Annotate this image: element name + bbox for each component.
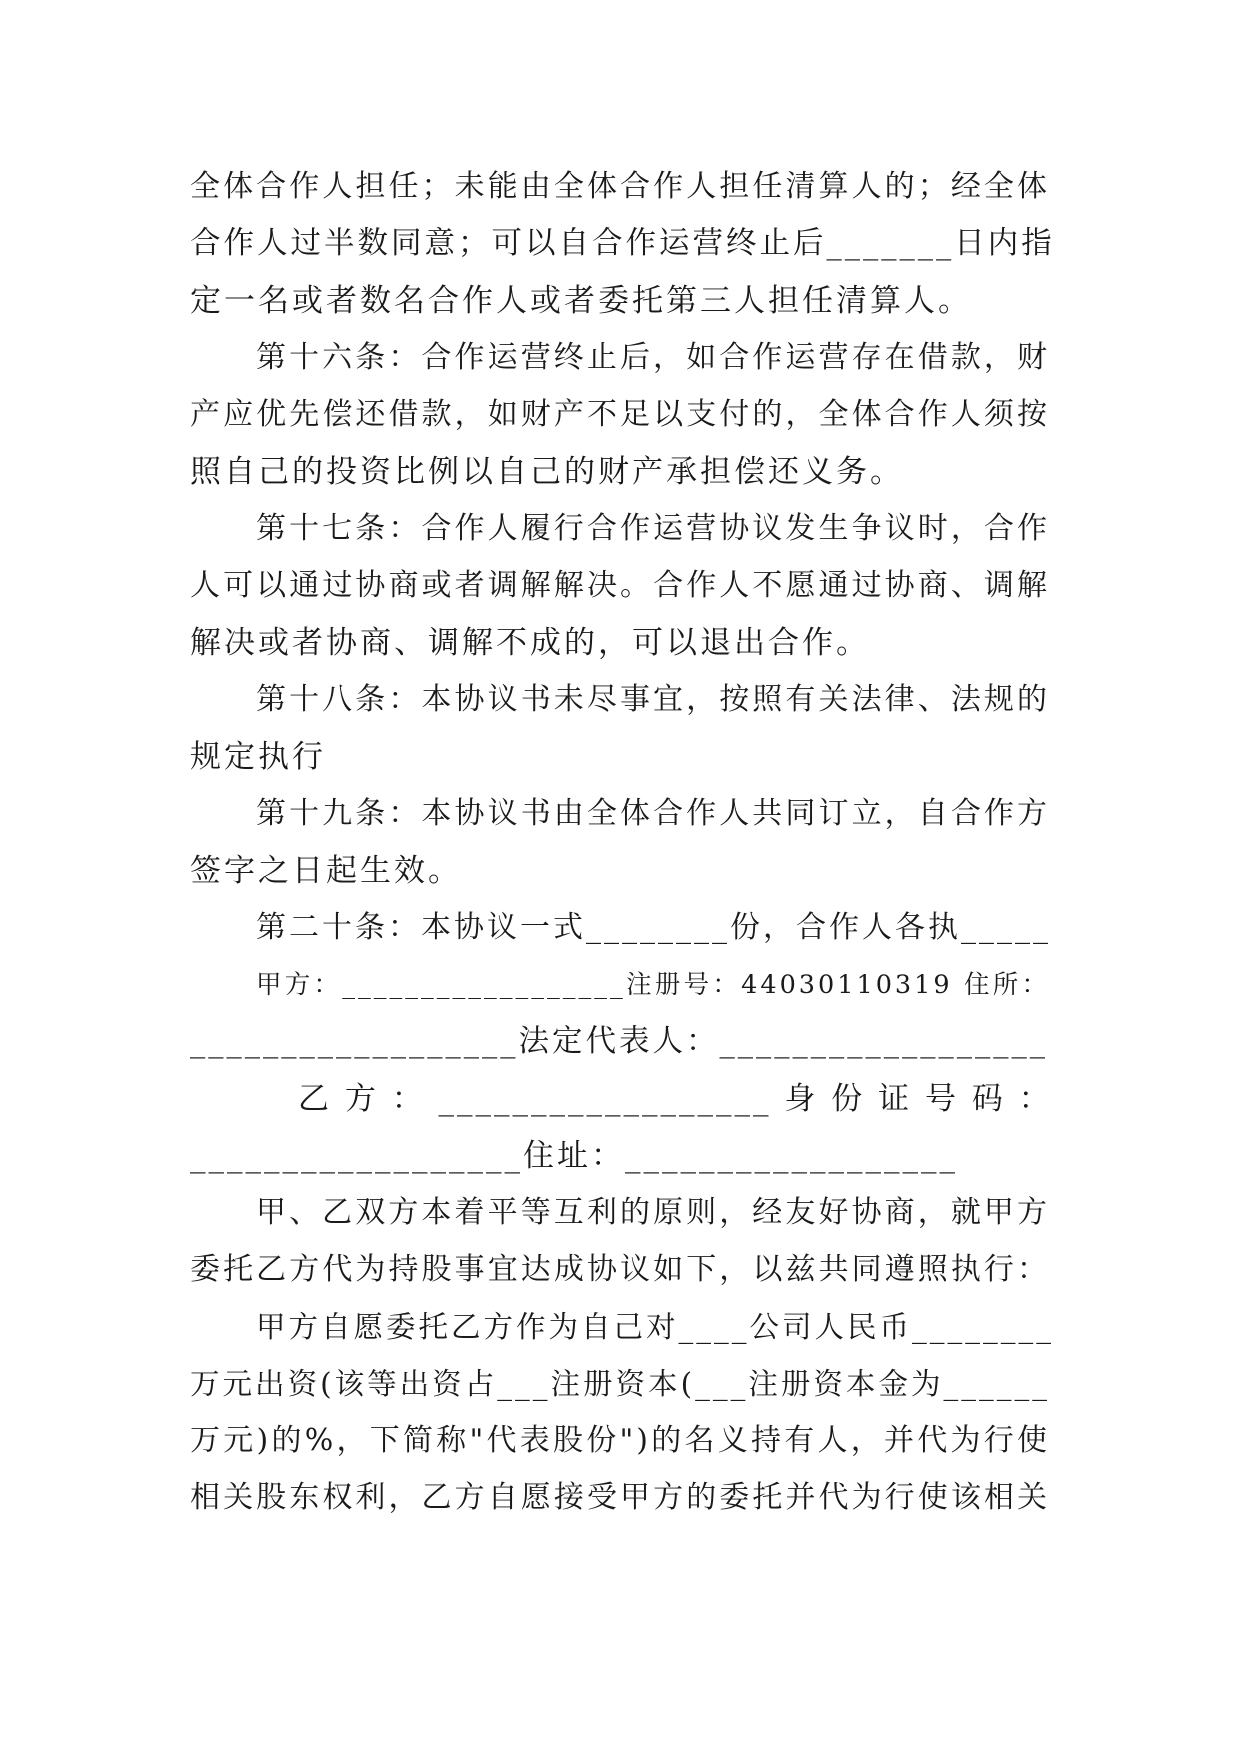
text-line: 解决或者协商、调解不成的，可以退出合作。	[190, 625, 870, 661]
text-line: 万元出资(该等出资占___注册资本(___注册资本金为______	[190, 1367, 1050, 1401]
article-16-line: 第十六条：合作运营终止后，如合作运营存在借款，财	[256, 340, 1050, 375]
text-line: 相关股东权利，乙方自愿接受甲方的委托并代为行使该相关	[190, 1480, 1050, 1515]
text-line: 委托乙方代为持股事宜达成协议如下，以兹共同遵照执行：	[190, 1252, 1050, 1287]
party-a-line: 甲方：__________________注册号：44030110319 住所：	[256, 970, 1050, 1000]
text-line: 定一名或者数名合作人或者委托第三人担任清算人。	[190, 283, 972, 319]
party-b-address-line: __________________住址：__________________	[190, 1138, 958, 1174]
text-line: 万元)的%，下简称"代表股份")的名义持有人，并代为行使	[190, 1423, 1050, 1458]
article-20-line: 第二十条：本协议一式________份，合作人各执_____	[256, 910, 1051, 945]
text-line: 甲方自愿委托乙方作为自己对____公司人民币________	[256, 1310, 1055, 1344]
article-18-line: 第十八条：本协议书未尽事宜，按照有关法律、法规的	[256, 682, 1050, 717]
text-line: 产应优先偿还借款，如财产不足以支付的，全体合作人须按	[190, 397, 1050, 432]
article-19-line: 第十九条：本协议书由全体合作人共同订立，自合作方	[256, 796, 1050, 831]
text-line: 签字之日起生效。	[190, 853, 462, 889]
text-line: 甲、乙双方本着平等互利的原则，经友好协商，就甲方	[256, 1195, 1050, 1230]
text-line: 照自己的投资比例以自己的财产承担偿还义务。	[190, 454, 904, 490]
article-17-line: 第十七条：合作人履行合作运营协议发生争议时，合作	[256, 511, 1050, 546]
party-a-representative-line: __________________法定代表人：__________________	[190, 1024, 1048, 1059]
text-line: 合作人过半数同意；可以自合作运营终止后_______日内指	[190, 226, 1055, 261]
text-line: 全体合作人担任；未能由全体合作人担任清算人的；经全体	[190, 169, 1050, 204]
text-line: 规定执行	[190, 739, 326, 775]
party-b-line: 乙 方 ： __________________ 身 份 证 号 码 ：	[298, 1081, 1053, 1117]
text-line: 人可以通过协商或者调解解决。合作人不愿通过协商、调解	[190, 568, 1050, 603]
